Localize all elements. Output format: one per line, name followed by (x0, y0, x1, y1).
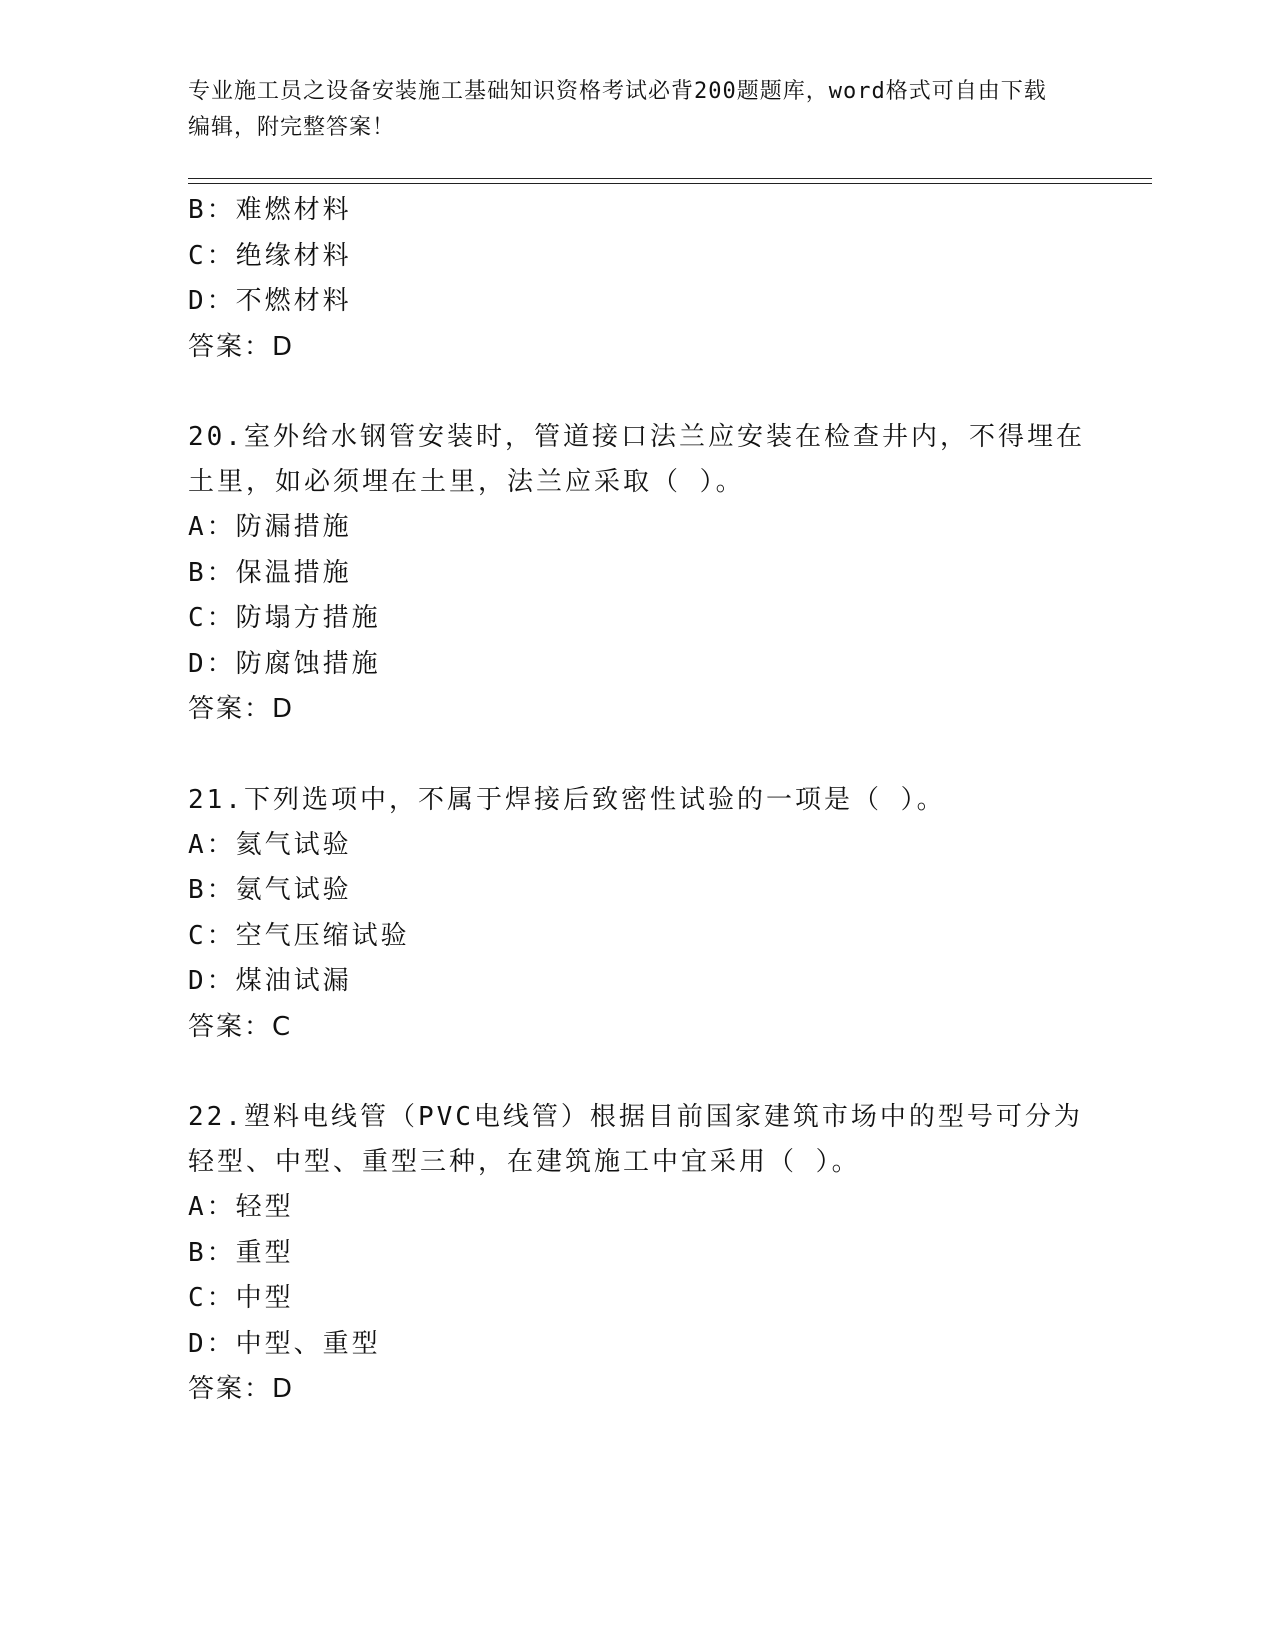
option: D：中型、重型 (188, 1328, 381, 1359)
option: B：重型 (188, 1237, 294, 1268)
answer: 答案：D (188, 331, 295, 362)
option: D：不燃材料 (188, 286, 352, 316)
option: C：防塌方措施 (188, 603, 381, 633)
option: C：中型 (188, 1283, 294, 1313)
question-content (188, 188, 1088, 1413)
question-20 (188, 415, 1088, 733)
option: B：保温措施 (188, 557, 352, 588)
option: D：煤油试漏 (188, 966, 352, 996)
question-stem: 22.塑料电线管（PVC电线管）根据目前国家建筑市场中的型号可分为轻型、中型、重型三种，在建筑施工中宜采用（ ）。 (188, 1102, 1083, 1177)
header-divider-top (188, 178, 1152, 179)
answer: 答案：C (188, 1011, 293, 1042)
option: D：防腐蚀措施 (188, 648, 381, 679)
option: A：轻型 (188, 1192, 294, 1222)
header-divider-bottom (188, 183, 1152, 184)
previous-question-tail (188, 188, 1088, 370)
page-header-title: 专业施工员之设备安装施工基础知识资格考试必背200题题库，word格式可自由下载编辑，附完整答案！ (188, 79, 1047, 140)
option: A：防漏措施 (188, 512, 352, 542)
question-21 (188, 778, 1088, 1051)
option: B：氨气试验 (188, 875, 352, 905)
question-stem: 20.室外给水钢管安装时，管道接口法兰应安装在检查井内，不得埋在土里，如必须埋在土里，法兰应采取（ ）。 (188, 422, 1085, 497)
answer: 答案：D (188, 1374, 295, 1404)
option: B：难燃材料 (188, 195, 352, 225)
option: C：绝缘材料 (188, 240, 352, 271)
option: C：空气压缩试验 (188, 920, 410, 951)
question-stem: 21.下列选项中，不属于焊接后致密性试验的一项是（ ）。 (188, 784, 946, 815)
answer: 答案：D (188, 694, 295, 724)
option: A：氦气试验 (188, 829, 352, 860)
question-22 (188, 1095, 1088, 1413)
